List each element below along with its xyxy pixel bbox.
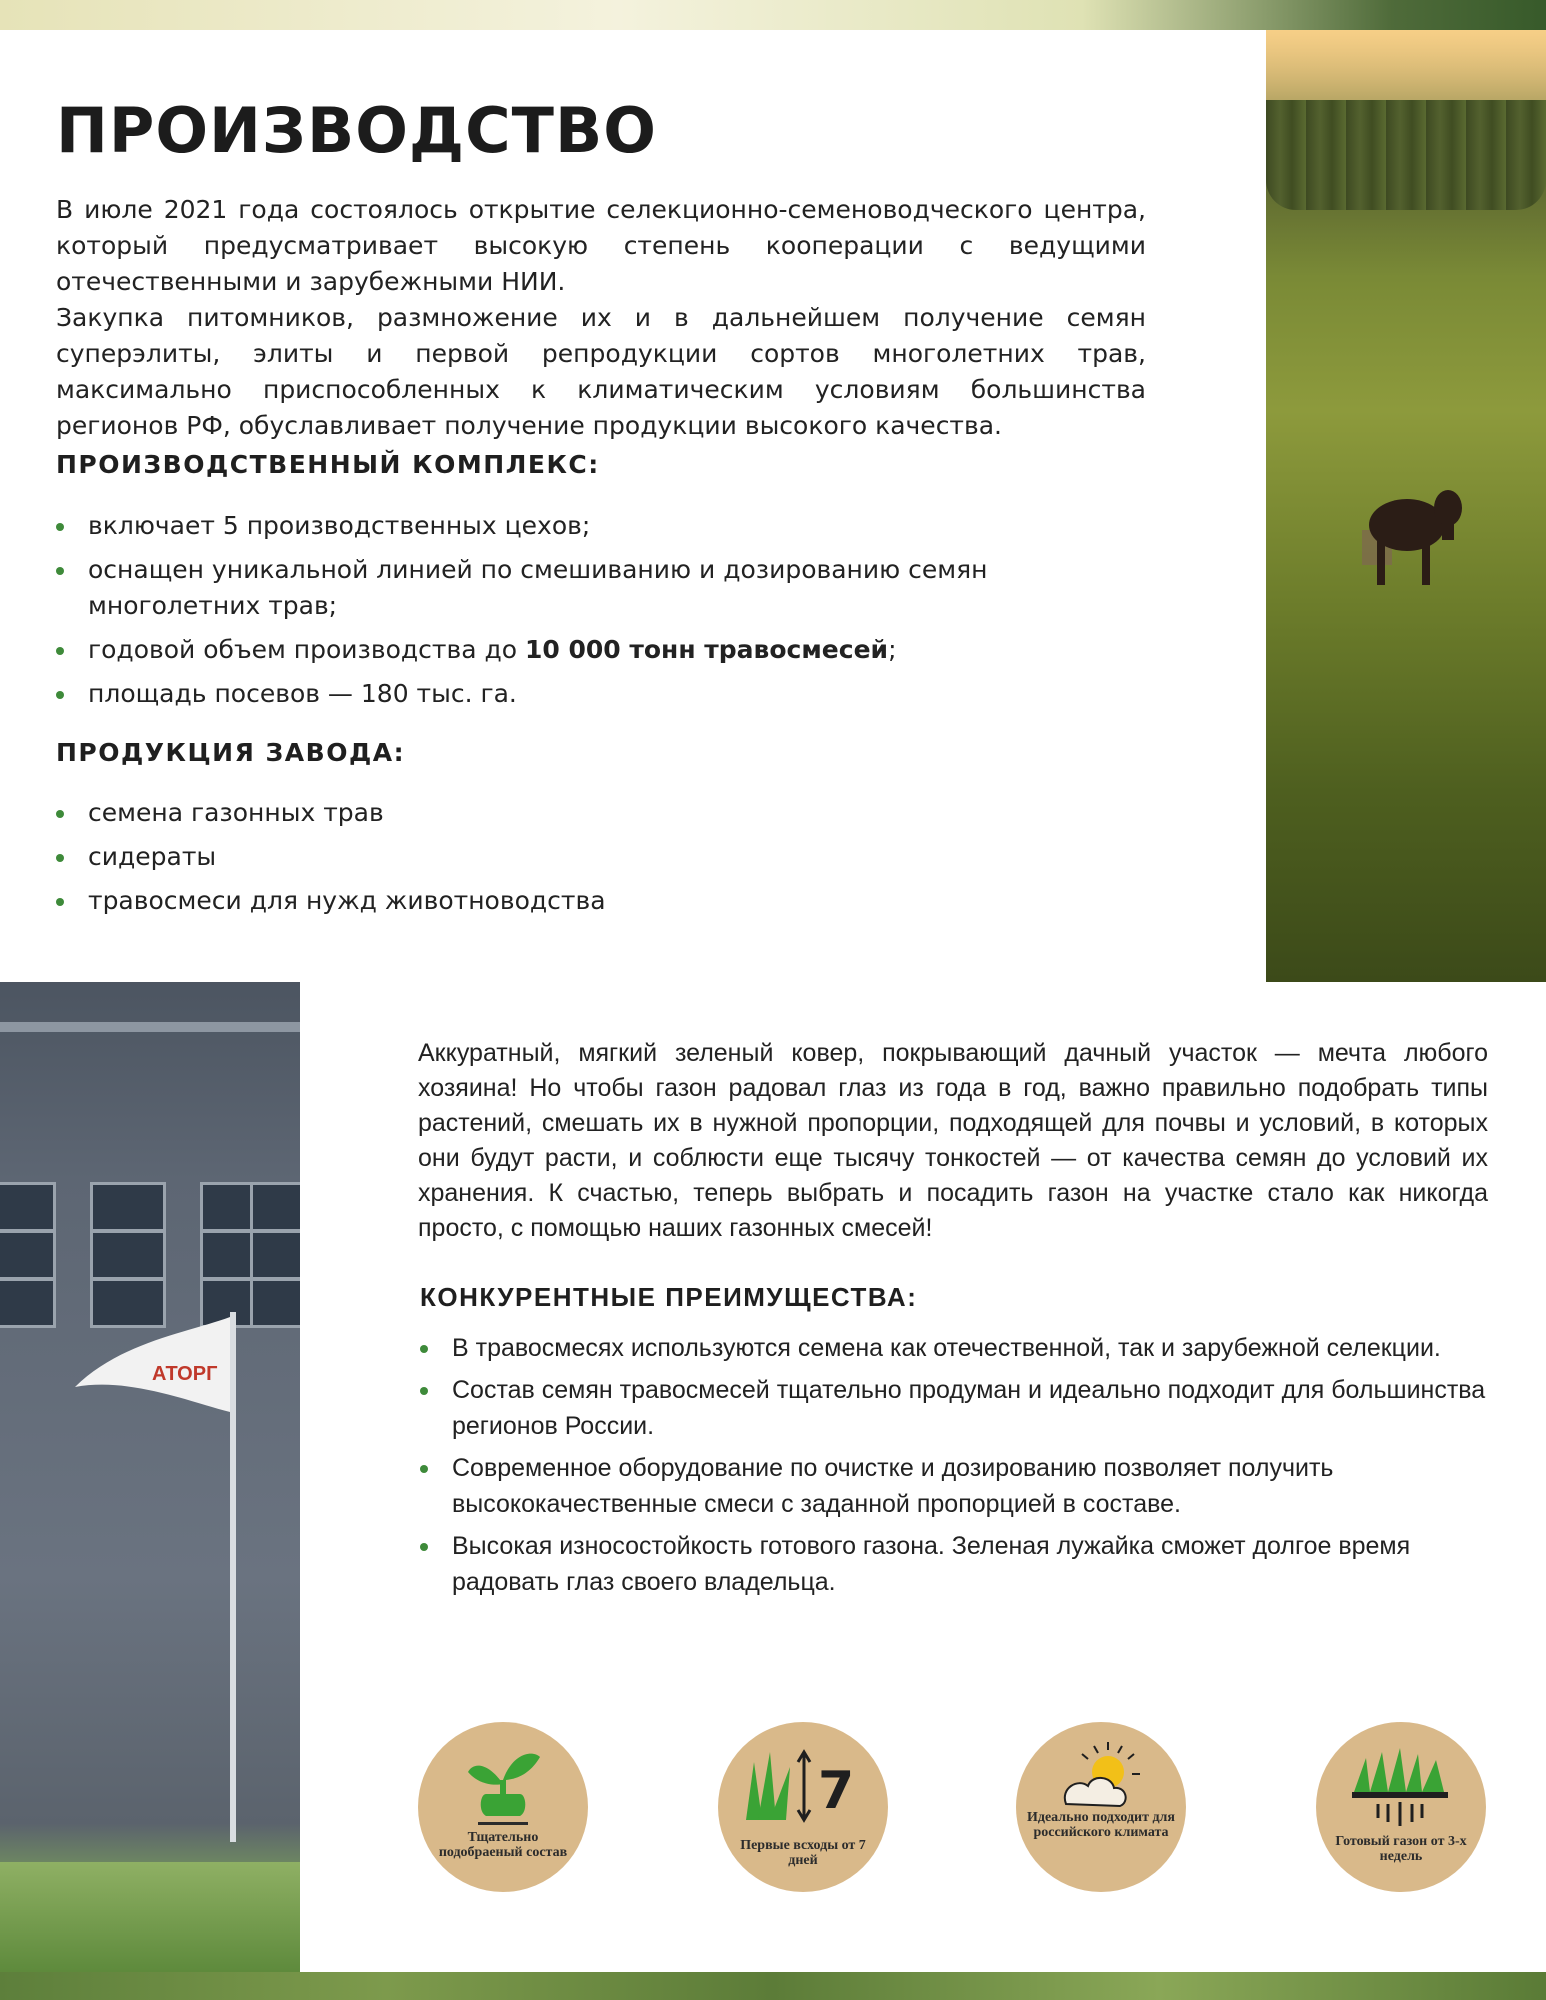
list-item: В травосмесях используются семена как отечественной, так и зарубежной селекции. [420,1330,1488,1366]
bullet-icon [56,691,64,699]
advantages-list [420,1330,1488,1606]
bullet-icon [56,567,64,575]
badge-climate [1016,1722,1186,1892]
bullet-icon [420,1387,428,1395]
lawn-icon [1316,1722,1486,1892]
bullet-icon [56,854,64,862]
badge-caption: Первые всходы от 7 дней [740,1838,866,1868]
lawn-strip [0,1862,300,1972]
list-item: Современное оборудование по очистке и дозированию позволяет получить высококачественные смеси с заданной пропорцией в составе. [420,1450,1488,1522]
list-item: годовой объем производства до 10 000 тонн травосмесей; [56,632,1166,668]
list-item: площадь посевов — 180 тыс. га. [56,676,1166,712]
badge-first-sprouts [718,1722,888,1892]
list-item: включает 5 производственных цехов; [56,508,1166,544]
bullet-icon [420,1465,428,1473]
volume-highlight: 10 000 тонн травосмесей [525,635,889,664]
bullet-icon [56,810,64,818]
badge-composition [418,1722,588,1892]
bottom-photo-strip [0,1972,1546,2000]
sun-cloud-icon [1016,1722,1186,1892]
badge-caption: Готовый газон от 3-х недель [1335,1834,1467,1864]
cow-icon [1362,470,1482,590]
list-item: семена газонных трав [56,795,1166,831]
meadow-cow-photo [1266,30,1546,982]
list-item: сидераты [56,839,1166,875]
svg-text:7: 7 [818,1761,855,1821]
lawn-intro-paragraph: Аккуратный, мягкий зеленый ковер, покрывающий дачный участок — мечта любого хозяина! Но чтобы газон радовал глаз из года в год, важно правильно подобрать типы растений, смешать их в нужной пропорции, подходящей для почвы и условий, в которых они будут расти, и соблюсти еще тысячу тонкостей — от качества семян до условий их хранения. К счастью, теперь выбрать и посадить газон на участке стало как никогда просто, с помощью наших газонных смесей! [418,1039,1488,1242]
top-photo-strip [0,0,1546,30]
sprout-icon [418,1722,588,1892]
bullet-icon [420,1345,428,1353]
badge-ready-lawn [1316,1722,1486,1892]
page-title: ПРОИЗВОДСТВО [56,94,657,167]
intro-paragraph-1: В июле 2021 года состоялось открытие селекционно-семеноводческого центра, который предусматривает высокую степень кооперации с ведущими отечественными и зарубежными НИИ. [56,195,1146,296]
bullet-icon [56,523,64,531]
list-item: травосмеси для нужд животноводства [56,883,1166,919]
factory-building-photo [0,982,300,1972]
advantages-heading: КОНКУРЕНТНЫЕ ПРЕИМУЩЕСТВА: [420,1282,918,1312]
products-list [56,795,1166,927]
complex-heading: ПРОИЗВОДСТВЕННЫЙ КОМПЛЕКС: [56,450,600,479]
tree-line [1266,100,1546,210]
bullet-icon [420,1543,428,1551]
svg-text:АТОРГ: АТОРГ [152,1363,218,1385]
list-item: Состав семян травосмесей тщательно продуман и идеально подходит для большинства регионов России. [420,1372,1488,1444]
badge-caption: Идеально подходит для российского климата [1027,1810,1175,1840]
flag-icon [60,1282,260,1842]
bullet-icon [56,647,64,655]
badge-caption: Тщательно подобраеный состав [438,1830,568,1860]
products-heading: ПРОДУКЦИЯ ЗАВОДА: [56,738,406,767]
list-item: оснащен уникальной линией по смешиванию и дозированию семян многолетних трав; [56,552,1166,624]
intro-text [56,192,1146,444]
production-panel [0,30,1266,982]
list-item: Высокая износостойкость готового газона. Зеленая лужайка сможет долгое время радовать глаз своего владельца. [420,1528,1488,1600]
intro-paragraph-2: Закупка питомников, размножение их и в дальнейшем получение семян суперэлиты, элиты и первой репродукции сортов многолетних трав, максимально приспособленных к климатическим условиям большинства регионов РФ, обуславливает получение продукции высокого качества. [56,303,1146,440]
complex-list [56,508,1166,720]
bullet-icon [56,898,64,906]
